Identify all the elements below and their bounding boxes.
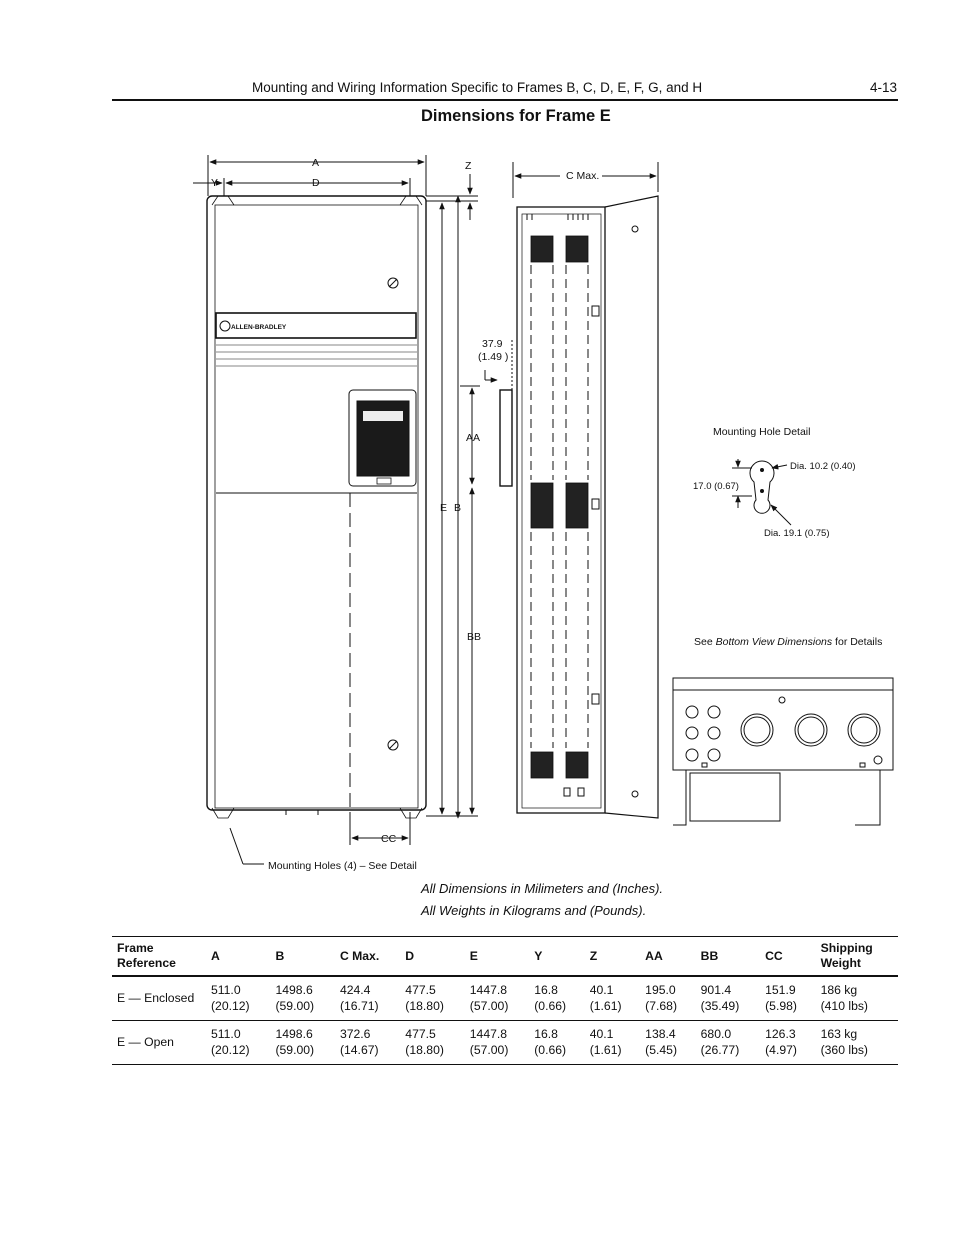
cell-shipping-weight: 163 kg (360 lbs)	[820, 1027, 868, 1057]
col-frame-reference: Frame Reference	[117, 941, 176, 970]
bottom-view-note: See Bottom View Dimensions for Details	[694, 636, 883, 648]
col-z: Z	[589, 948, 598, 963]
cell-bb: 680.0 (26.77)	[700, 1027, 740, 1057]
table-header-row	[112, 937, 898, 977]
table-row	[112, 976, 898, 1021]
col-y: Y	[534, 948, 543, 963]
col-b: B	[275, 948, 285, 963]
dim-label-d: D	[312, 177, 320, 189]
dia-small-label: Dia. 10.2 (0.40)	[790, 461, 856, 472]
dim-offset-mm: 37.9	[482, 338, 503, 350]
frame-e-dimensions-table	[112, 936, 898, 1065]
cell-b: 1498.6 (59.00)	[275, 983, 315, 1013]
cell-e: 1447.8 (57.00)	[469, 1027, 509, 1057]
cell-y: 16.8 (0.66)	[534, 1027, 567, 1057]
dim-label-z: Z	[465, 160, 472, 172]
brand-nameplate: ALLEN-BRADLEY	[231, 324, 287, 331]
cell-bb: 901.4 (35.49)	[700, 983, 740, 1013]
dim-label-bb: BB	[467, 631, 482, 643]
col-a: A	[211, 948, 220, 963]
hole-height-label: 17.0 (0.67)	[693, 481, 739, 492]
cell-b: 1498.6 (59.00)	[275, 1027, 315, 1057]
cell-cc: 151.9 (5.98)	[765, 983, 797, 1013]
cell-aa: 138.4 (5.45)	[645, 1027, 678, 1057]
cell-d: 477.5 (18.80)	[405, 1027, 444, 1057]
section-title: Dimensions for Frame E	[421, 107, 611, 125]
cell-c-max: 424.4 (16.71)	[339, 983, 379, 1013]
dim-offset-in: (1.49 )	[478, 351, 509, 363]
cell-d: 477.5 (18.80)	[405, 983, 444, 1013]
dia-large-label: Dia. 19.1 (0.75)	[764, 528, 830, 539]
front-view	[193, 155, 480, 864]
col-aa: AA	[645, 948, 663, 963]
cell-a: 511.0 (20.12)	[211, 1027, 250, 1057]
cell-aa: 195.0 (7.68)	[645, 983, 678, 1013]
col-bb: BB	[700, 948, 719, 963]
page-number: 4-13	[870, 80, 898, 95]
cell-shipping-weight: 186 kg (410 lbs)	[820, 983, 868, 1013]
dim-label-aa: AA	[466, 432, 481, 444]
cell-cc: 126.3 (4.97)	[765, 1027, 797, 1057]
cell-c-max: 372.6 (14.67)	[339, 1027, 379, 1057]
bottom-view	[673, 678, 893, 825]
col-cc: CC	[765, 948, 783, 963]
mounting-hole-detail-title: Mounting Hole Detail	[713, 426, 811, 438]
cell-frame-ref: E — Open	[117, 1034, 174, 1049]
running-header: Mounting and Wiring Information Specific to Frames B, C, D, E, F, G, and H	[252, 80, 703, 95]
col-e: E	[469, 948, 478, 963]
side-view	[485, 162, 658, 818]
dim-label-cc: CC	[381, 833, 397, 845]
col-shipping-weight: Shipping Weight	[820, 941, 873, 970]
cell-a: 511.0 (20.12)	[211, 983, 250, 1013]
mounting-hole-detail	[732, 459, 791, 525]
note-dimension-units: All Dimensions in Milimeters and (Inches).	[421, 881, 664, 896]
cell-e: 1447.8 (57.00)	[469, 983, 509, 1013]
dim-label-a: A	[312, 157, 320, 169]
dim-label-b: B	[454, 502, 462, 514]
dim-label-y: Y	[211, 177, 219, 189]
dim-label-e: E	[440, 502, 448, 514]
note-weight-units: All Weights in Kilograms and (Pounds).	[421, 903, 647, 918]
cell-frame-ref: E — Enclosed	[117, 990, 195, 1005]
dim-label-c-max: C Max.	[566, 170, 600, 182]
cell-z: 40.1 (1.61)	[589, 1027, 622, 1057]
table-row	[112, 1021, 898, 1065]
col-d: D	[405, 948, 415, 963]
col-c-max: C Max.	[339, 948, 380, 963]
cell-y: 16.8 (0.66)	[534, 983, 567, 1013]
mounting-holes-callout: Mounting Holes (4) – See Detail	[268, 860, 417, 872]
cell-z: 40.1 (1.61)	[589, 983, 622, 1013]
